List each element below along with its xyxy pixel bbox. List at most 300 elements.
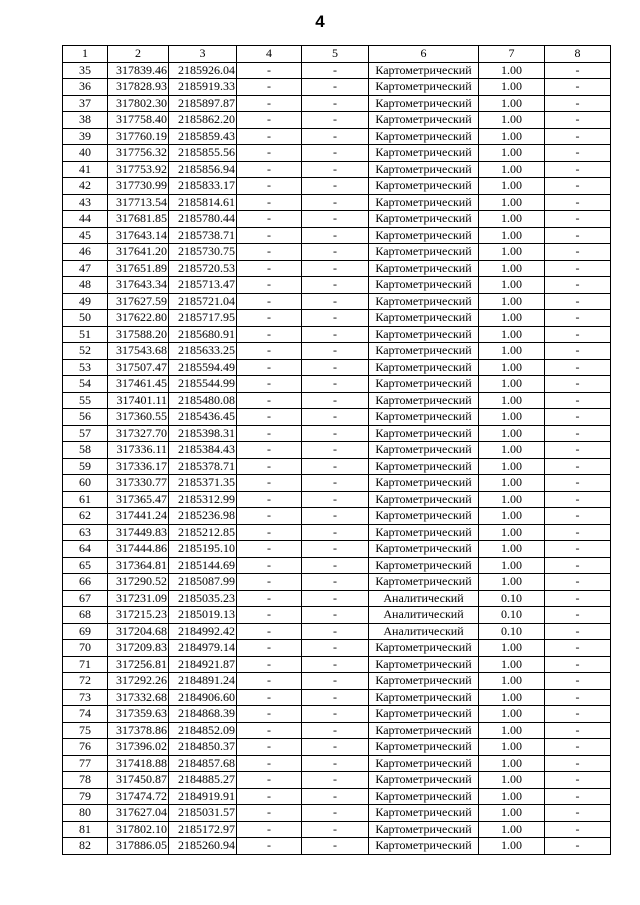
table-row (63, 821, 611, 838)
table-row (63, 805, 611, 822)
x-coordinate-cell: 317444.86 (108, 541, 169, 558)
method-cell: Картометрический (369, 739, 479, 756)
method-cell: Картометрический (369, 755, 479, 772)
accuracy-cell: 1.00 (479, 739, 545, 756)
x-coordinate-cell: 317336.11 (108, 442, 169, 459)
accuracy-cell: 1.00 (479, 211, 545, 228)
y-coordinate-cell: 2185897.87 (169, 95, 237, 112)
point-number-cell: 78 (63, 772, 108, 789)
table-row (63, 343, 611, 360)
point-number-cell: 49 (63, 293, 108, 310)
col4-cell: - (237, 359, 302, 376)
x-coordinate-cell: 317418.88 (108, 755, 169, 772)
y-coordinate-cell: 2184992.42 (169, 623, 237, 640)
y-coordinate-cell: 2185680.91 (169, 326, 237, 343)
point-number-cell: 65 (63, 557, 108, 574)
x-coordinate-cell: 317359.63 (108, 706, 169, 723)
method-cell: Картометрический (369, 508, 479, 525)
y-coordinate-cell: 2185384.43 (169, 442, 237, 459)
x-coordinate-cell: 317627.59 (108, 293, 169, 310)
x-coordinate-cell: 317449.83 (108, 524, 169, 541)
col4-cell: - (237, 491, 302, 508)
method-cell: Картометрический (369, 458, 479, 475)
x-coordinate-cell: 317507.47 (108, 359, 169, 376)
col5-cell: - (302, 211, 369, 228)
col4-cell: - (237, 128, 302, 145)
point-number-cell: 66 (63, 574, 108, 591)
col4-cell: - (237, 788, 302, 805)
accuracy-cell: 1.00 (479, 95, 545, 112)
accuracy-cell: 1.00 (479, 458, 545, 475)
y-coordinate-cell: 2184868.39 (169, 706, 237, 723)
accuracy-cell: 0.10 (479, 623, 545, 640)
col5-cell: - (302, 260, 369, 277)
accuracy-cell: 1.00 (479, 128, 545, 145)
col5-cell: - (302, 227, 369, 244)
point-number-cell: 41 (63, 161, 108, 178)
col5-cell: - (302, 310, 369, 327)
col5-cell: - (302, 607, 369, 624)
accuracy-cell: 1.00 (479, 772, 545, 789)
method-cell: Картометрический (369, 392, 479, 409)
col8-cell: - (545, 656, 611, 673)
x-coordinate-cell: 317231.09 (108, 590, 169, 607)
point-number-cell: 52 (63, 343, 108, 360)
point-number-cell: 79 (63, 788, 108, 805)
y-coordinate-cell: 2185480.08 (169, 392, 237, 409)
method-cell: Картометрический (369, 128, 479, 145)
col4-cell: - (237, 508, 302, 525)
col4-cell: - (237, 590, 302, 607)
accuracy-cell: 1.00 (479, 79, 545, 96)
x-coordinate-cell: 317753.92 (108, 161, 169, 178)
col8-cell: - (545, 706, 611, 723)
col8-cell: - (545, 392, 611, 409)
header-row (63, 46, 611, 63)
x-coordinate-cell: 317401.11 (108, 392, 169, 409)
y-coordinate-cell: 2185031.57 (169, 805, 237, 822)
method-cell: Картометрический (369, 79, 479, 96)
col4-cell: - (237, 541, 302, 558)
col4-cell: - (237, 640, 302, 657)
col4-cell: - (237, 409, 302, 426)
x-coordinate-cell: 317364.81 (108, 557, 169, 574)
table-row (63, 656, 611, 673)
y-coordinate-cell: 2185721.04 (169, 293, 237, 310)
method-cell: Картометрический (369, 524, 479, 541)
col4-cell: - (237, 310, 302, 327)
y-coordinate-cell: 2185713.47 (169, 277, 237, 294)
col4-cell: - (237, 739, 302, 756)
col4-cell: - (237, 376, 302, 393)
x-coordinate-cell: 317332.68 (108, 689, 169, 706)
col8-cell: - (545, 343, 611, 360)
col8-cell: - (545, 508, 611, 525)
point-number-cell: 53 (63, 359, 108, 376)
table-row (63, 95, 611, 112)
method-cell: Картометрический (369, 673, 479, 690)
point-number-cell: 71 (63, 656, 108, 673)
col4-cell: - (237, 458, 302, 475)
method-cell: Картометрический (369, 706, 479, 723)
point-number-cell: 59 (63, 458, 108, 475)
y-coordinate-cell: 2185862.20 (169, 112, 237, 129)
table-row (63, 194, 611, 211)
col5-cell: - (302, 194, 369, 211)
point-number-cell: 74 (63, 706, 108, 723)
x-coordinate-cell: 317643.34 (108, 277, 169, 294)
accuracy-cell: 1.00 (479, 62, 545, 79)
col8-cell: - (545, 838, 611, 855)
point-number-cell: 37 (63, 95, 108, 112)
col5-cell: - (302, 442, 369, 459)
col5-cell: - (302, 656, 369, 673)
y-coordinate-cell: 2184891.24 (169, 673, 237, 690)
col5-cell: - (302, 458, 369, 475)
col5-cell: - (302, 788, 369, 805)
point-number-cell: 75 (63, 722, 108, 739)
y-coordinate-cell: 2185544.99 (169, 376, 237, 393)
col8-cell: - (545, 607, 611, 624)
method-cell: Картометрический (369, 805, 479, 822)
table-row (63, 607, 611, 624)
col4-cell: - (237, 755, 302, 772)
method-cell: Картометрический (369, 244, 479, 261)
y-coordinate-cell: 2185730.75 (169, 244, 237, 261)
col5-cell: - (302, 112, 369, 129)
method-cell: Аналитический (369, 590, 479, 607)
table-row (63, 475, 611, 492)
point-number-cell: 58 (63, 442, 108, 459)
method-cell: Картометрический (369, 359, 479, 376)
col8-cell: - (545, 722, 611, 739)
y-coordinate-cell: 2185814.61 (169, 194, 237, 211)
y-coordinate-cell: 2185855.56 (169, 145, 237, 162)
table-row (63, 574, 611, 591)
point-number-cell: 80 (63, 805, 108, 822)
accuracy-cell: 1.00 (479, 755, 545, 772)
col5-cell: - (302, 343, 369, 360)
x-coordinate-cell: 317336.17 (108, 458, 169, 475)
col4-cell: - (237, 557, 302, 574)
col4-cell: - (237, 95, 302, 112)
col8-cell: - (545, 574, 611, 591)
col8-cell: - (545, 95, 611, 112)
col5-cell: - (302, 821, 369, 838)
y-coordinate-cell: 2185436.45 (169, 409, 237, 426)
method-cell: Картометрический (369, 178, 479, 195)
col8-cell: - (545, 260, 611, 277)
x-coordinate-cell: 317450.87 (108, 772, 169, 789)
col5-cell: - (302, 689, 369, 706)
point-number-cell: 45 (63, 227, 108, 244)
table-row (63, 722, 611, 739)
x-coordinate-cell: 317360.55 (108, 409, 169, 426)
col8-cell: - (545, 326, 611, 343)
table-row (63, 458, 611, 475)
point-number-cell: 38 (63, 112, 108, 129)
col4-cell: - (237, 656, 302, 673)
point-number-cell: 51 (63, 326, 108, 343)
col4-cell: - (237, 79, 302, 96)
table-row (63, 62, 611, 79)
method-cell: Картометрический (369, 838, 479, 855)
accuracy-cell: 1.00 (479, 112, 545, 129)
point-number-cell: 62 (63, 508, 108, 525)
col5-cell: - (302, 755, 369, 772)
x-coordinate-cell: 317681.85 (108, 211, 169, 228)
method-cell: Картометрический (369, 211, 479, 228)
point-number-cell: 48 (63, 277, 108, 294)
method-cell: Картометрический (369, 574, 479, 591)
column-header: 8 (545, 46, 611, 63)
y-coordinate-cell: 2185212.85 (169, 524, 237, 541)
method-cell: Картометрический (369, 145, 479, 162)
col5-cell: - (302, 392, 369, 409)
table-row (63, 541, 611, 558)
method-cell: Картометрический (369, 722, 479, 739)
accuracy-cell: 1.00 (479, 574, 545, 591)
y-coordinate-cell: 2184979.14 (169, 640, 237, 657)
method-cell: Картометрический (369, 112, 479, 129)
col5-cell: - (302, 772, 369, 789)
x-coordinate-cell: 317713.54 (108, 194, 169, 211)
table-row (63, 359, 611, 376)
col4-cell: - (237, 260, 302, 277)
y-coordinate-cell: 2184906.60 (169, 689, 237, 706)
col4-cell: - (237, 194, 302, 211)
accuracy-cell: 1.00 (479, 805, 545, 822)
y-coordinate-cell: 2185633.25 (169, 343, 237, 360)
point-number-cell: 68 (63, 607, 108, 624)
col8-cell: - (545, 689, 611, 706)
x-coordinate-cell: 317886.05 (108, 838, 169, 855)
table-row (63, 491, 611, 508)
col5-cell: - (302, 376, 369, 393)
point-number-cell: 44 (63, 211, 108, 228)
table-row (63, 557, 611, 574)
accuracy-cell: 1.00 (479, 178, 545, 195)
method-cell: Картометрический (369, 161, 479, 178)
x-coordinate-cell: 317802.10 (108, 821, 169, 838)
coordinates-table (62, 45, 611, 855)
col4-cell: - (237, 838, 302, 855)
col8-cell: - (545, 475, 611, 492)
method-cell: Картометрический (369, 475, 479, 492)
col5-cell: - (302, 590, 369, 607)
col8-cell: - (545, 376, 611, 393)
x-coordinate-cell: 317204.68 (108, 623, 169, 640)
col4-cell: - (237, 623, 302, 640)
table-row (63, 772, 611, 789)
col4-cell: - (237, 178, 302, 195)
accuracy-cell: 1.00 (479, 227, 545, 244)
table-row (63, 524, 611, 541)
col4-cell: - (237, 293, 302, 310)
x-coordinate-cell: 317643.14 (108, 227, 169, 244)
col5-cell: - (302, 574, 369, 591)
point-number-cell: 64 (63, 541, 108, 558)
method-cell: Картометрический (369, 310, 479, 327)
point-number-cell: 47 (63, 260, 108, 277)
y-coordinate-cell: 2185312.99 (169, 491, 237, 508)
method-cell: Картометрический (369, 821, 479, 838)
x-coordinate-cell: 317758.40 (108, 112, 169, 129)
table-row (63, 178, 611, 195)
x-coordinate-cell: 317441.24 (108, 508, 169, 525)
method-cell: Картометрический (369, 640, 479, 657)
table-row (63, 590, 611, 607)
accuracy-cell: 1.00 (479, 244, 545, 261)
point-number-cell: 42 (63, 178, 108, 195)
col4-cell: - (237, 607, 302, 624)
col4-cell: - (237, 145, 302, 162)
col8-cell: - (545, 128, 611, 145)
col8-cell: - (545, 227, 611, 244)
col5-cell: - (302, 524, 369, 541)
method-cell: Аналитический (369, 607, 479, 624)
x-coordinate-cell: 317365.47 (108, 491, 169, 508)
x-coordinate-cell: 317474.72 (108, 788, 169, 805)
col4-cell: - (237, 277, 302, 294)
column-header: 1 (63, 46, 108, 63)
y-coordinate-cell: 2185087.99 (169, 574, 237, 591)
method-cell: Картометрический (369, 277, 479, 294)
table-row (63, 623, 611, 640)
accuracy-cell: 1.00 (479, 343, 545, 360)
point-number-cell: 39 (63, 128, 108, 145)
col5-cell: - (302, 277, 369, 294)
col8-cell: - (545, 293, 611, 310)
accuracy-cell: 0.10 (479, 607, 545, 624)
col5-cell: - (302, 508, 369, 525)
col8-cell: - (545, 79, 611, 96)
col5-cell: - (302, 95, 369, 112)
col4-cell: - (237, 425, 302, 442)
y-coordinate-cell: 2185144.69 (169, 557, 237, 574)
method-cell: Картометрический (369, 788, 479, 805)
y-coordinate-cell: 2184921.87 (169, 656, 237, 673)
point-number-cell: 82 (63, 838, 108, 855)
x-coordinate-cell: 317839.46 (108, 62, 169, 79)
method-cell: Картометрический (369, 409, 479, 426)
point-number-cell: 61 (63, 491, 108, 508)
accuracy-cell: 1.00 (479, 656, 545, 673)
accuracy-cell: 1.00 (479, 821, 545, 838)
y-coordinate-cell: 2185378.71 (169, 458, 237, 475)
col8-cell: - (545, 623, 611, 640)
x-coordinate-cell: 317378.86 (108, 722, 169, 739)
col8-cell: - (545, 194, 611, 211)
x-coordinate-cell: 317641.20 (108, 244, 169, 261)
col4-cell: - (237, 244, 302, 261)
y-coordinate-cell: 2184850.37 (169, 739, 237, 756)
accuracy-cell: 1.00 (479, 541, 545, 558)
col8-cell: - (545, 739, 611, 756)
col5-cell: - (302, 475, 369, 492)
y-coordinate-cell: 2185398.31 (169, 425, 237, 442)
col4-cell: - (237, 821, 302, 838)
method-cell: Картометрический (369, 260, 479, 277)
table-row (63, 244, 611, 261)
accuracy-cell: 1.00 (479, 508, 545, 525)
y-coordinate-cell: 2185371.35 (169, 475, 237, 492)
table-row (63, 739, 611, 756)
method-cell: Картометрический (369, 62, 479, 79)
column-header: 7 (479, 46, 545, 63)
method-cell: Картометрический (369, 656, 479, 673)
x-coordinate-cell: 317622.80 (108, 310, 169, 327)
accuracy-cell: 1.00 (479, 788, 545, 805)
point-number-cell: 73 (63, 689, 108, 706)
col4-cell: - (237, 112, 302, 129)
col4-cell: - (237, 805, 302, 822)
y-coordinate-cell: 2185833.17 (169, 178, 237, 195)
accuracy-cell: 0.10 (479, 590, 545, 607)
accuracy-cell: 1.00 (479, 722, 545, 739)
table-row (63, 409, 611, 426)
y-coordinate-cell: 2184852.09 (169, 722, 237, 739)
col5-cell: - (302, 359, 369, 376)
y-coordinate-cell: 2185019.13 (169, 607, 237, 624)
point-number-cell: 54 (63, 376, 108, 393)
col5-cell: - (302, 706, 369, 723)
table-row (63, 706, 611, 723)
point-number-cell: 56 (63, 409, 108, 426)
x-coordinate-cell: 317627.04 (108, 805, 169, 822)
accuracy-cell: 1.00 (479, 392, 545, 409)
method-cell: Картометрический (369, 194, 479, 211)
method-cell: Картометрический (369, 326, 479, 343)
col4-cell: - (237, 392, 302, 409)
col4-cell: - (237, 161, 302, 178)
y-coordinate-cell: 2184885.27 (169, 772, 237, 789)
col8-cell: - (545, 524, 611, 541)
y-coordinate-cell: 2185594.49 (169, 359, 237, 376)
y-coordinate-cell: 2185035.23 (169, 590, 237, 607)
col5-cell: - (302, 79, 369, 96)
x-coordinate-cell: 317588.20 (108, 326, 169, 343)
col4-cell: - (237, 772, 302, 789)
col5-cell: - (302, 640, 369, 657)
col4-cell: - (237, 475, 302, 492)
accuracy-cell: 1.00 (479, 706, 545, 723)
accuracy-cell: 1.00 (479, 442, 545, 459)
x-coordinate-cell: 317327.70 (108, 425, 169, 442)
y-coordinate-cell: 2185738.71 (169, 227, 237, 244)
method-cell: Картометрический (369, 541, 479, 558)
table-row (63, 788, 611, 805)
method-cell: Аналитический (369, 623, 479, 640)
method-cell: Картометрический (369, 491, 479, 508)
accuracy-cell: 1.00 (479, 260, 545, 277)
col8-cell: - (545, 640, 611, 657)
accuracy-cell: 1.00 (479, 673, 545, 690)
table-row (63, 211, 611, 228)
col5-cell: - (302, 838, 369, 855)
col8-cell: - (545, 821, 611, 838)
column-header: 5 (302, 46, 369, 63)
y-coordinate-cell: 2185856.94 (169, 161, 237, 178)
col5-cell: - (302, 62, 369, 79)
y-coordinate-cell: 2184919.91 (169, 788, 237, 805)
table-row (63, 838, 611, 855)
col5-cell: - (302, 244, 369, 261)
col5-cell: - (302, 293, 369, 310)
method-cell: Картометрический (369, 442, 479, 459)
x-coordinate-cell: 317256.81 (108, 656, 169, 673)
col8-cell: - (545, 112, 611, 129)
